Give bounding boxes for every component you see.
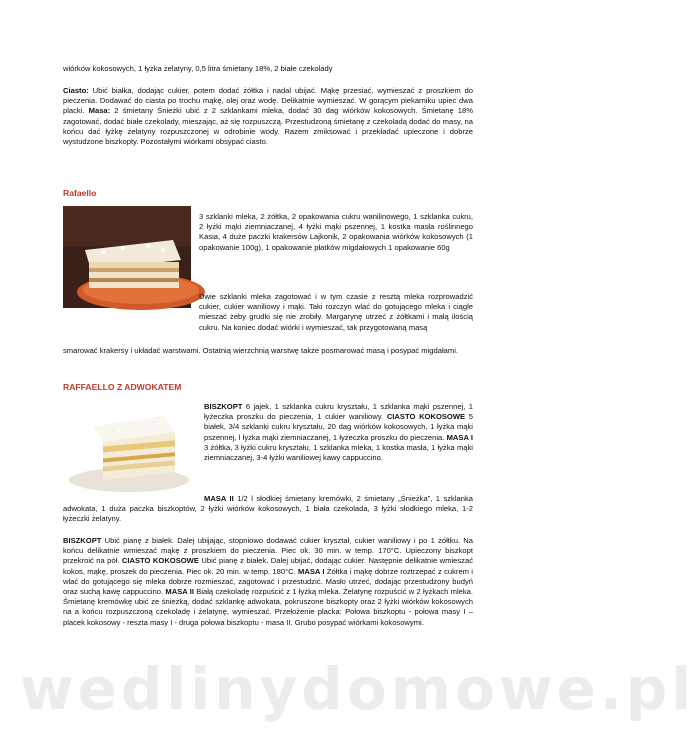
ing-masa1-text: 3 żółtka, 3 łyżki cukru kryształu, 1 szklanka mleka, 1 kostka masła, 1 łyżka mąki ziemniaczanej, 3-4 łyżki waniliowej kawy cappuccino. bbox=[204, 442, 473, 463]
m-masa2-label: MASA II bbox=[165, 587, 194, 597]
m-masa1-label: MASA I bbox=[298, 566, 325, 576]
rafaello-method-top: Dwie szklanki mleka zagotować i w tym czasie z resztą mleka rozprowadzić cukier, cukier waniliowy i mąki. Taki rozczyn wlać do gotującego mleka i ciągle mieszać żeby grudki się nie zrobiły. Margarynę utrzeć z żółtkami i małą ilością cukru. Na koniec dodać wiórki i wymieszać, tak przygotowaną masą bbox=[199, 292, 473, 332]
rafaello-cake-image bbox=[63, 206, 191, 308]
adwokat-masa2-ingredients bbox=[63, 494, 473, 525]
ciasto-paragraph bbox=[63, 86, 473, 147]
ing-masa1-label: MASA I bbox=[446, 432, 473, 442]
rafaello-photo bbox=[63, 206, 191, 308]
m-ciasto-label: CIASTO KOKOSOWE bbox=[121, 556, 199, 566]
m-masa1-text: Żółtka i mąkę dobrze roztrzepać z cukrem i wlać do gotującego się mleka dobrze rozmieszać, zagotować i przestudzić. Masło utrzeć, dodając przestudzony budyń oraz suchą kawę cappuccino. bbox=[63, 566, 473, 597]
masa-label: Masa: bbox=[88, 106, 111, 116]
m-masa2-text: Białą czekoladę rozpuścić z 1 łyżką mleka. Żelatynę rozpuścić w 2 łyżkach mleka. Śmietanę kremówkę ubić ze śnieżką, dodać szklankę adwokata, pokruszone biszkopty oraz 2 łyżki wiórków kokosowych na a końcu rozpuszczoną czekoladę i żelatynę, wymieszać. Przełożenie placka: Połowa biszkoptu - połowa masy I – placek kokosowy - reszta masy I - druga połowa biszkoptu - masa II. Grubo posypać wiórkami kokosowymi. bbox=[63, 587, 474, 627]
watermark: wedlinydomowe.pl bbox=[20, 655, 695, 723]
adwokat-cake-image bbox=[63, 400, 197, 496]
ing-biszkopt-text: 6 jajek, 1 szklanka cukru kryształu, 1 szklanka mąki pszennej, 1 łyżeczka proszku do pieczenia, 1 cukier waniliowy. bbox=[204, 402, 473, 422]
rafaello-method-bottom: smarować krakersy i układać warstwami. Ostatnią wierzchnią warstwę także posmarować masą i posypać migdałami. bbox=[63, 346, 459, 355]
ing-masa2-label: MASA II bbox=[204, 494, 234, 503]
ciasto-label: Ciasto: bbox=[63, 86, 89, 95]
ing-masa2-text: 1/2 l słodkiej śmietany kremówki, 2 śmietany „Śnieżka”, 1 szklanka adwokata, 1 duża paczka biszkoptów, 2 łyżki wiórków kokosowych, 1 biała czekolada, 3 łyżki słodkiego mleka, 1-2 łyżeczki żelatyny. bbox=[63, 494, 474, 524]
rafaello-ingredients: 3 szklanki mleka, 2 żółtka, 2 opakowania cukru wanilinowego, 1 szklanka cukru, 2 łyżki mąki ziemniaczanej, 4 łyżki mąki pszennej, 1 kostka masła roślinnego Kasia, 4 duże paczki krakersów Lajkonik, 2 opakowania wiórków kokosowych (1 opakowanie 100g), 1 opakowanie płatków migdałowych 1 opakowanie 60g bbox=[199, 212, 473, 252]
ing-ciasto-text: 5 białek, 3/4 szklanki cukru kryształu, 20 dag wiórków kokosowych, 1 łyżka mąki pszennej, l łyżka mąki ziemniaczanej, 1 łyżeczka proszku do pieczenia. bbox=[204, 412, 473, 442]
adwokat-ingredients bbox=[204, 402, 473, 463]
m-ciasto-text: Ubić pianę z białek. Dalej ubijać, dodając cukier. Następnie delikatnie wmieszać kokos, mąkę, proszek do pieczenia. Piec ok. 20 min. w temp. 180°C. bbox=[63, 556, 473, 576]
intro-line: wiórków kokosowych, 1 łyżka żelatyny, 0,5 litra śmietany 18%, 2 białe czekolady bbox=[63, 64, 333, 73]
adwokat-heading: RAFFAELLO Z ADWOKATEM bbox=[63, 382, 182, 392]
m-biszkopt-label: BISZKOPT bbox=[63, 536, 102, 545]
ciasto-text: Ubić białka, dodając cukier, potem dodać żółtka i nadal ubijać. Mąkę przesiać, wymieszać z proszkiem do pieczenia. Dodawać do ciasta po trochu mąkę, olej oraz wodę. Delikatnie wymieszać. W gorącym piekarniku upiec dwa placki. bbox=[63, 86, 473, 116]
masa-text: 2 śmietany Śnieżki ubić z 2 szklankami mleka, dodać 30 dag wiórków kokosowych. Śmietanę 18% zagotować, dodać białe czekolady, mieszając, aż się rozpuszczą. Przestudzoną śmietanę z czekoladą dodać do masy, na końcu dać łyżkę żelatyny rozpuszczonej w odrobinie wody. Razem zmiksować i przekładać upieczone i dobrze wystudzone biszkopty. Pozostałymi wiórkami obsypać ciasto. bbox=[63, 106, 474, 147]
adwokat-photo bbox=[63, 400, 197, 496]
m-biszkopt-text: Ubić pianę z białek. Dalej ubijając, stopniowo dodawać cukier kryształ, cukier waniliowy i po 1 żółtku. Na końcu delikatnie wmieszać mąkę z proszkiem do pieczenia. Piec ok. 30 min. w temp. 170°C. Upieczony biszkopt przekroić na pół. bbox=[63, 536, 473, 566]
adwokat-method bbox=[63, 536, 473, 628]
ing-ciasto-label: CIASTO KOKOSOWE bbox=[386, 412, 466, 422]
ing-biszkopt-label: BISZKOPT bbox=[204, 402, 243, 411]
rafaello-heading: Rafaello bbox=[63, 188, 97, 198]
